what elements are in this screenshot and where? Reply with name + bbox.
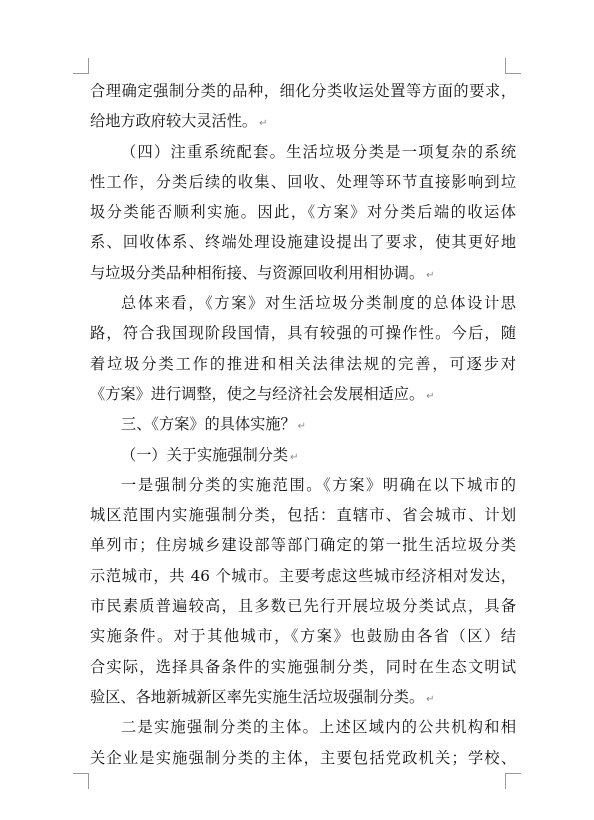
text-line: 合理确定强制分类的品种，细化分类收运处置等方面的要求， — [90, 82, 516, 100]
paragraph-mark-icon: ↵ — [426, 269, 435, 281]
crop-mark-top-right — [505, 58, 521, 74]
text-line: 给地方政府较大灵活性。 ↵ — [90, 112, 268, 131]
subsection-heading: （一）关于实施强制分类 ↵ — [121, 445, 299, 464]
crop-mark-top-left — [73, 58, 89, 74]
text-line: 实施条件。对于其他城市，《方案》也鼓励由各省（区）结 — [90, 627, 516, 646]
text-line: 《方案》进行调整，使之与经济社会发展相适应。 ↵ — [90, 384, 435, 403]
crop-mark-bottom-left — [73, 773, 89, 789]
text-line: 验区、各地新城新区率先实施生活垃圾强制分类。 ↵ — [90, 687, 435, 706]
text-line: 合实际，选择具备条件的实施强制分类，同时在生态文明试 — [90, 657, 516, 676]
paragraph-mark-icon: ↵ — [426, 693, 435, 705]
text-line: 示范城市，共 46 个城市。主要考虑这些城市经济相对发达， — [90, 566, 516, 585]
document-body[interactable] — [90, 76, 516, 773]
paragraph-mark-icon: ↵ — [290, 451, 299, 463]
text-line: 单列市；住房城乡建设部等部门确定的第一批生活垃圾分类 — [90, 536, 516, 555]
text-line: 一是强制分类的实施范围。《方案》明确在以下城市的 — [121, 475, 516, 494]
paragraph-mark-icon: ↵ — [426, 390, 435, 402]
paragraph-mark-icon: ↵ — [259, 118, 268, 130]
text-line: 总体来看，《方案》对生活垃圾分类制度的总体设计思 — [121, 294, 516, 313]
paragraph-mark-icon: ↵ — [297, 421, 307, 433]
text-line: 城区范围内实施强制分类，包括：直辖市、省会城市、计划 — [90, 506, 516, 525]
section-heading: 三、《方案》的具体实施？ ↵ — [121, 415, 307, 434]
text-line: 与垃圾分类品种相衔接、与资源回收利用相协调。 ↵ — [90, 263, 435, 282]
text-line: （四）注重系统配套。生活垃圾分类是一项复杂的系统 — [121, 142, 516, 161]
text-line: 着垃圾分类工作的推进和相关法律法规的完善，可逐步对 — [90, 354, 516, 373]
text-line: 市民素质普遍较高，且多数已先行开展垃圾分类试点，具备 — [90, 597, 516, 616]
crop-mark-bottom-right — [505, 773, 521, 789]
text-line: 路，符合我国现阶段国情，具有较强的可操作性。今后，随 — [90, 324, 516, 343]
text-line: 性工作，分类后续的收集、回收、处理等环节直接影响到垃 — [90, 172, 516, 191]
text-line: 圾分类能否顺利实施。因此，《方案》对分类后端的收运体 — [90, 203, 516, 222]
text-line: 二是实施强制分类的主体。上述区域内的公共机构和相 — [121, 718, 516, 737]
text-line: 系、回收体系、终端处理设施建设提出了要求，使其更好地 — [90, 233, 516, 252]
text-line: 关企业是实施强制分类的主体，主要包括党政机关；学校、 — [90, 748, 516, 767]
